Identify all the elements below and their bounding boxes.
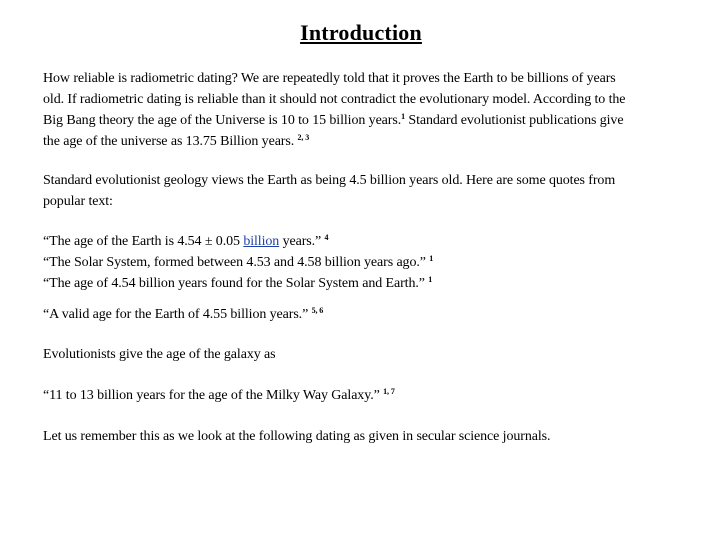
geology-paragraph — [43, 170, 688, 212]
footnote-ref: 1 — [428, 275, 433, 284]
footnote-ref: 1 — [429, 254, 434, 263]
quotes-block — [43, 231, 688, 294]
quote-solar-earth-text: “The age of 4.54 billion years found for the Solar System and Earth.” — [43, 276, 429, 291]
closing-paragraph — [43, 426, 688, 447]
footnote-ref: 4 — [324, 233, 329, 242]
closing-line: Let us remember this as we look at the following dating as given in secular science journals. — [43, 429, 551, 444]
milky-way-text: “11 to 13 billion years for the age of the Milky Way Galaxy.” — [43, 388, 384, 403]
billion-link[interactable]: billion — [243, 234, 280, 249]
intro-line-4-text: the age of the universe as 13.75 Billion years. — [43, 134, 298, 149]
quote-solar-system — [43, 252, 688, 273]
page-title: Introduction — [300, 20, 422, 45]
footnote-ref: 1, 7 — [383, 387, 395, 396]
footnote-ref: 1 — [401, 112, 406, 121]
footnote-ref: 2, 3 — [297, 133, 310, 142]
geology-line-1: Standard evolutionist geology views the Earth as being 4.5 billion years old. Here are some quotes from — [43, 173, 616, 188]
intro-line-1: How reliable is radiometric dating? We are repeatedly told that it proves the Earth to be billions of years — [43, 71, 616, 86]
galaxy-paragraph — [43, 344, 688, 365]
galaxy-line: Evolutionists give the age of the galaxy as — [43, 347, 276, 362]
milky-way-quote — [43, 385, 688, 406]
intro-line-3 — [43, 110, 688, 131]
quote-solar-earth — [43, 273, 688, 294]
intro-line-3-tail: Standard evolutionist publications give — [405, 113, 624, 128]
quote-earth-age-text: “The age of the Earth is 4.54 ± 0.05 — [43, 234, 244, 249]
milky-way-line — [43, 385, 688, 406]
intro-line-2: old. If radiometric dating is reliable than it should not contradict the evolutionary model. According to the — [43, 92, 626, 107]
valid-age-text: “A valid age for the Earth of 4.55 billion years.” — [43, 307, 312, 322]
valid-age-quote — [43, 304, 688, 325]
footnote-ref: 5, 6 — [311, 306, 324, 315]
geology-line-2: popular text: — [43, 194, 113, 209]
quote-solar-system-text: “The Solar System, formed between 4.53 and 4.58 billion years ago.” — [43, 255, 430, 270]
valid-age-line — [43, 304, 688, 325]
intro-line-3-text: Big Bang theory the age of the Universe is 10 to 15 billion years. — [43, 113, 402, 128]
quote-earth-age-end: years.” — [279, 234, 325, 249]
intro-line-4 — [43, 131, 688, 152]
intro-paragraph — [43, 68, 688, 152]
quote-earth-age — [43, 231, 688, 252]
